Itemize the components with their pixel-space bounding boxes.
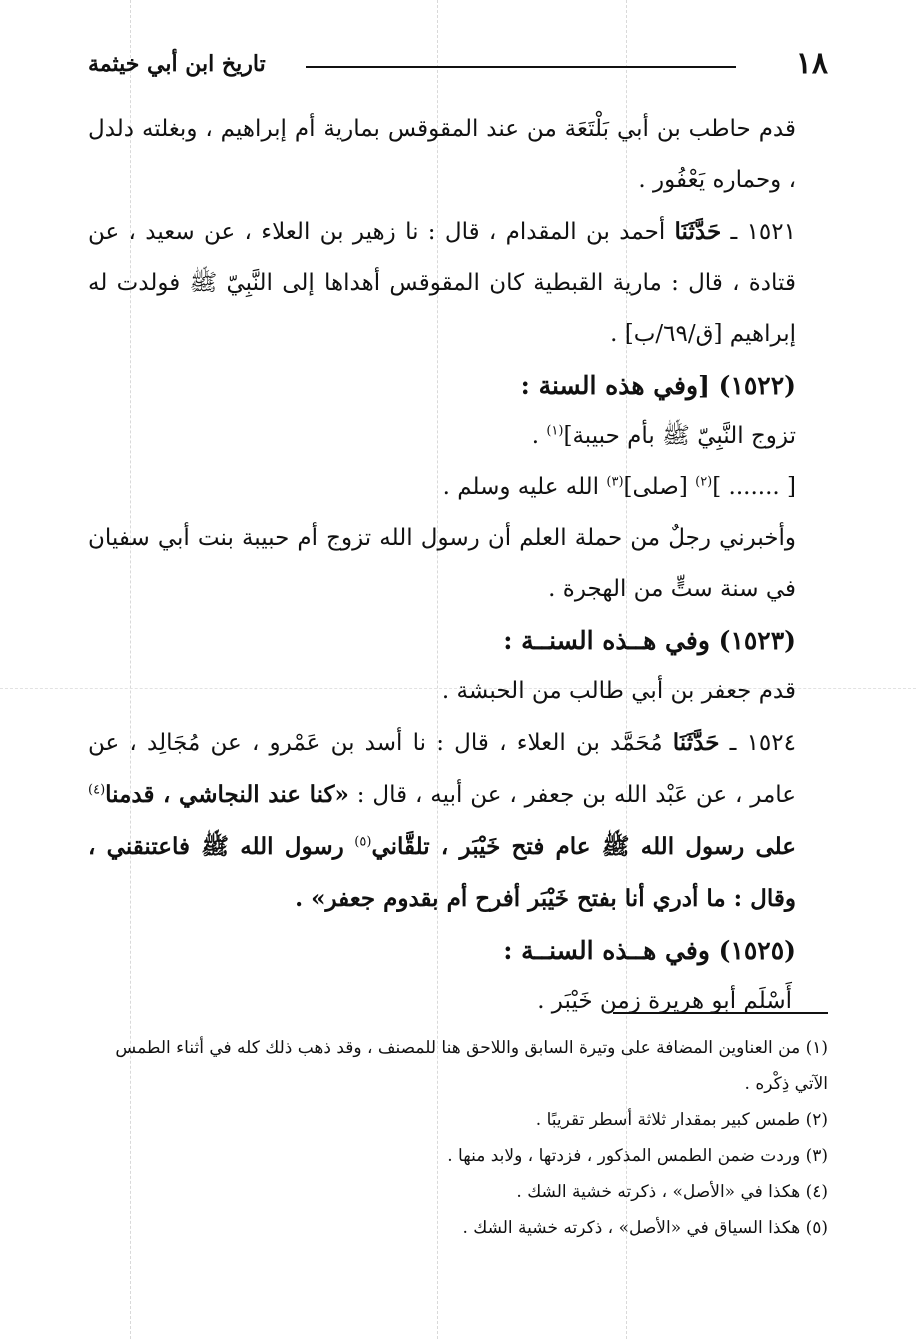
hadith-quote: «كنا عند النجاشي ، قدمنا xyxy=(105,781,349,808)
paragraph-text: قدم حاطب بن أبي بَلْتَعَة من عند المقوقس بمارية أم إبراهيم ، وبغلته دلدل ، وحماره يَعْفُور . xyxy=(88,116,796,193)
hadith-1524 xyxy=(88,717,828,925)
footnote-ref-1: (١) xyxy=(546,423,564,439)
footnote-3: (٣) وردت ضمن الطمس المذكور ، فزدتها ، ولابد منها . xyxy=(447,1146,828,1166)
paragraph-text: أَسْلَم أبو هريرة زمن خَيْبَر . xyxy=(537,988,792,1014)
book-title: تاريخ ابن أبي خيثمة xyxy=(88,51,266,77)
hadith-quote: على رسول الله ﷺ عام فتح خَيْبَر ، تلقَّاني xyxy=(371,833,797,860)
footnotes xyxy=(88,1030,828,1246)
paragraph-hatib xyxy=(88,104,828,206)
page-number: ١٨ xyxy=(795,46,828,81)
hadith-1521 xyxy=(88,206,828,360)
footnote-ref-5: (٥) xyxy=(354,834,372,850)
paragraph-text: تزوج النَّبِيّ ﷺ بأم حبيبة] xyxy=(563,423,796,449)
page-header xyxy=(88,44,828,88)
hadith-text: أحمد بن المقدام ، قال : نا زهير بن العلاء ، عن سعيد ، عن قتادة ، قال : مارية القبطية كان المقوقس أهداها إلى النَّبِيّ ﷺ فولدت له إبراهيم [ق/٦٩/ب] . xyxy=(88,219,796,347)
footnote-ref-4: (٤) xyxy=(88,782,106,798)
paragraph-text: [صلى] xyxy=(623,474,688,500)
footnote-separator xyxy=(613,1012,828,1014)
main-text xyxy=(88,104,828,1027)
footnote-1-continuation: الآتي ذِكْره . xyxy=(744,1074,828,1094)
paragraph-1522-lacuna xyxy=(88,462,828,513)
section-heading-1522: (١٥٢٢) [وفي هذه السنة : xyxy=(520,371,796,400)
footnote-2: (٢) طمس كبير بمقدار ثلاثة أسطر تقريبًا . xyxy=(535,1110,828,1130)
hadith-text: مُحَمَّد بن العلاء ، قال : نا أسد بن عَمْرو ، عن مُجَالِد ، عن عامر ، عن عَبْد الله بن جعفر ، عن أبيه ، قال : xyxy=(88,730,796,808)
paragraph-1525 xyxy=(88,976,828,1027)
footnote-ref-2: (٢) xyxy=(695,474,713,490)
haddathana-word: حَدَّثَنَا xyxy=(674,218,722,245)
footnote-1: (١) من العناوين المضافة على وتيرة السابق واللاحق هنا للمصنف ، وقد ذهب ذلك كله في أثناء الطمس xyxy=(115,1038,828,1058)
footnote-ref-3: (٣) xyxy=(606,474,624,490)
paragraph-1523 xyxy=(88,666,828,717)
hadith-number: ١٥٢٤ ـ xyxy=(729,730,796,756)
haddathana-word: حَدَّثَنَا xyxy=(672,729,720,756)
lacuna-marker: [ ....... ] xyxy=(712,474,796,500)
header-rule xyxy=(306,66,736,68)
hadith-number: ١٥٢١ ـ xyxy=(730,219,796,245)
footnote-4: (٤) هكذا في «الأصل» ، ذكرته خشية الشك . xyxy=(516,1182,828,1202)
paragraph-text: . xyxy=(531,423,540,449)
paragraph-text: وأخبرني رجلٌ من حملة العلم أن رسول الله تزوج أم حبيبة بنت أبي سفيان في سنة ستٍّ من الهجرة . xyxy=(88,525,796,602)
hadith-quote: رسول الله ﷺ فاعتنقني ، وقال : ما أدري أنا بفتح خَيْبَر أفرح أم بقدوم جعفر» . xyxy=(88,833,796,912)
paragraph-1522-marriage xyxy=(88,411,828,462)
paragraph-1522-report xyxy=(88,513,828,615)
paragraph-text: قدم جعفر بن أبي طالب من الحبشة . xyxy=(441,678,796,704)
paragraph-text: الله عليه وسلم . xyxy=(442,474,600,500)
section-heading-1523: (١٥٢٣) وفي هــذه السنــة : xyxy=(503,626,796,655)
section-heading-1525: (١٥٢٥) وفي هــذه السنــة : xyxy=(503,936,796,965)
footnote-5: (٥) هكذا السياق في «الأصل» ، ذكرته خشية الشك . xyxy=(462,1218,828,1238)
